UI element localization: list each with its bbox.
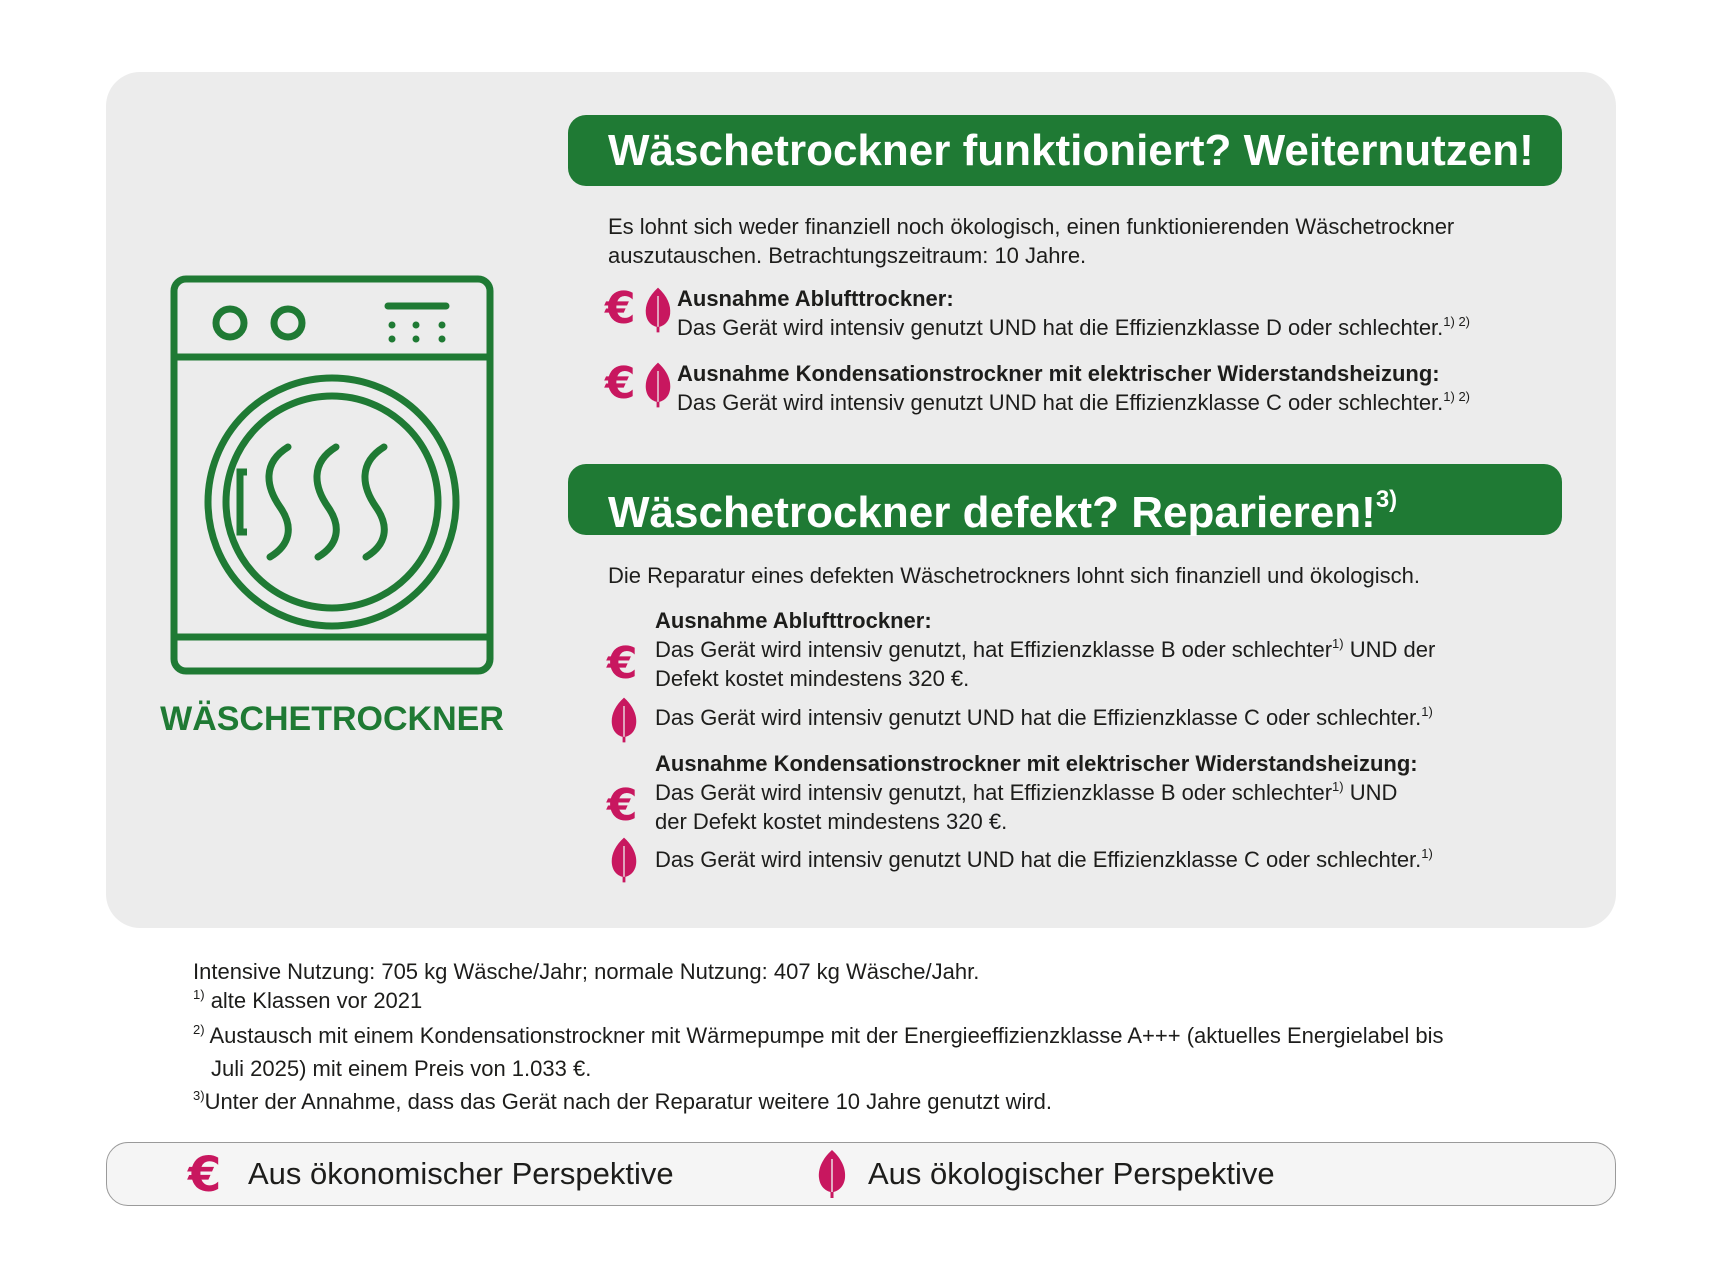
clothes-dryer-icon xyxy=(170,275,494,675)
section1-exception1-text: Das Gerät wird intensiv genutzt UND hat die Effizienzklasse D oder schlechter.$^{1) 2)}$ xyxy=(677,314,1471,340)
leaf-icon xyxy=(610,696,638,744)
banner-repair-ref: 3) xyxy=(1375,486,1398,513)
dryer-caption: WÄSCHETROCKNER xyxy=(160,700,504,738)
leaf-icon xyxy=(644,361,672,409)
leaf-icon xyxy=(644,286,672,334)
footnote-2-line1: $^{2)}$ Austausch mit einem Kondensationstrockner mit Wärmepumpe mit der Energieeffizienzklasse A+++ (aktuelles Energielabel bis xyxy=(193,1022,1444,1048)
section1-exception2-heading: Ausnahme Kondensationstrockner mit elektrischer Widerstandsheizung: xyxy=(677,361,1440,386)
section2-intro: Die Reparatur eines defekten Wäschetrockners lohnt sich finanziell und ökologisch. xyxy=(608,563,1420,588)
section2-exception2-heading: Ausnahme Kondensationstrockner mit elektrischer Widerstandsheizung: xyxy=(655,751,1418,776)
euro-icon: € xyxy=(607,638,638,689)
banner-repair xyxy=(568,464,1562,535)
section2-exception1-heading: Ausnahme Ablufttrockner: xyxy=(655,608,932,633)
section2-exception2-euro-line1: Das Gerät wird intensiv genutzt, hat Effizienzklasse B oder schlechter$^{1)}$ UND xyxy=(655,779,1398,805)
footnote-usage: Intensive Nutzung: 705 kg Wäsche/Jahr; normale Nutzung: 407 kg Wäsche/Jahr. xyxy=(193,959,980,984)
section2-exception2-leaf-text: Das Gerät wird intensiv genutzt UND hat die Effizienzklasse C oder schlechter.$^{1)}$ xyxy=(655,846,1433,872)
banner-repair-text: Wäschetrockner defekt? Reparieren! xyxy=(608,488,1376,537)
banner-keep-using xyxy=(568,115,1562,186)
leaf-icon xyxy=(610,836,638,884)
legend-euro-icon: € xyxy=(188,1147,222,1203)
legend-leaf-icon xyxy=(817,1149,847,1199)
section1-intro-line1: Es lohnt sich weder finanziell noch ökologisch, einen funktionierenden Wäschetrockner xyxy=(608,214,1455,239)
section1-exception2-text: Das Gerät wird intensiv genutzt UND hat die Effizienzklasse C oder schlechter.$^{1) 2)}$ xyxy=(677,389,1471,415)
footnote-3: $^{3)}$Unter der Annahme, dass das Gerät nach der Reparatur weitere 10 Jahre genutzt wird. xyxy=(193,1088,1053,1114)
legend-euro-label: Aus ökonomischer Perspektive xyxy=(248,1156,674,1191)
euro-icon: € xyxy=(605,358,636,409)
footnote-1: $^{1)}$ alte Klassen vor 2021 xyxy=(193,987,423,1013)
section2-exception1-euro-line2: Defekt kostet mindestens 320 €. xyxy=(655,666,970,691)
section2-exception2-euro-line2: der Defekt kostet mindestens 320 €. xyxy=(655,809,1008,834)
euro-icon: € xyxy=(605,283,636,334)
footnote-2-line2: Juli 2025) mit einem Preis von 1.033 €. xyxy=(211,1056,592,1081)
banner-keep-using-text: Wäschetrockner funktioniert? Weiternutzen! xyxy=(608,126,1534,175)
section2-exception1-leaf-text: Das Gerät wird intensiv genutzt UND hat die Effizienzklasse C oder schlechter.$^{1)}$ xyxy=(655,704,1433,730)
section1-exception1-heading: Ausnahme Ablufttrockner: xyxy=(677,286,954,311)
section1-intro-line2: auszutauschen. Betrachtungszeitraum: 10 Jahre. xyxy=(608,243,1087,268)
legend-leaf-label: Aus ökologischer Perspektive xyxy=(868,1156,1275,1191)
euro-icon: € xyxy=(607,780,638,831)
section2-exception1-euro-line1: Das Gerät wird intensiv genutzt, hat Effizienzklasse B oder schlechter$^{1)}$ UND der xyxy=(655,636,1436,662)
